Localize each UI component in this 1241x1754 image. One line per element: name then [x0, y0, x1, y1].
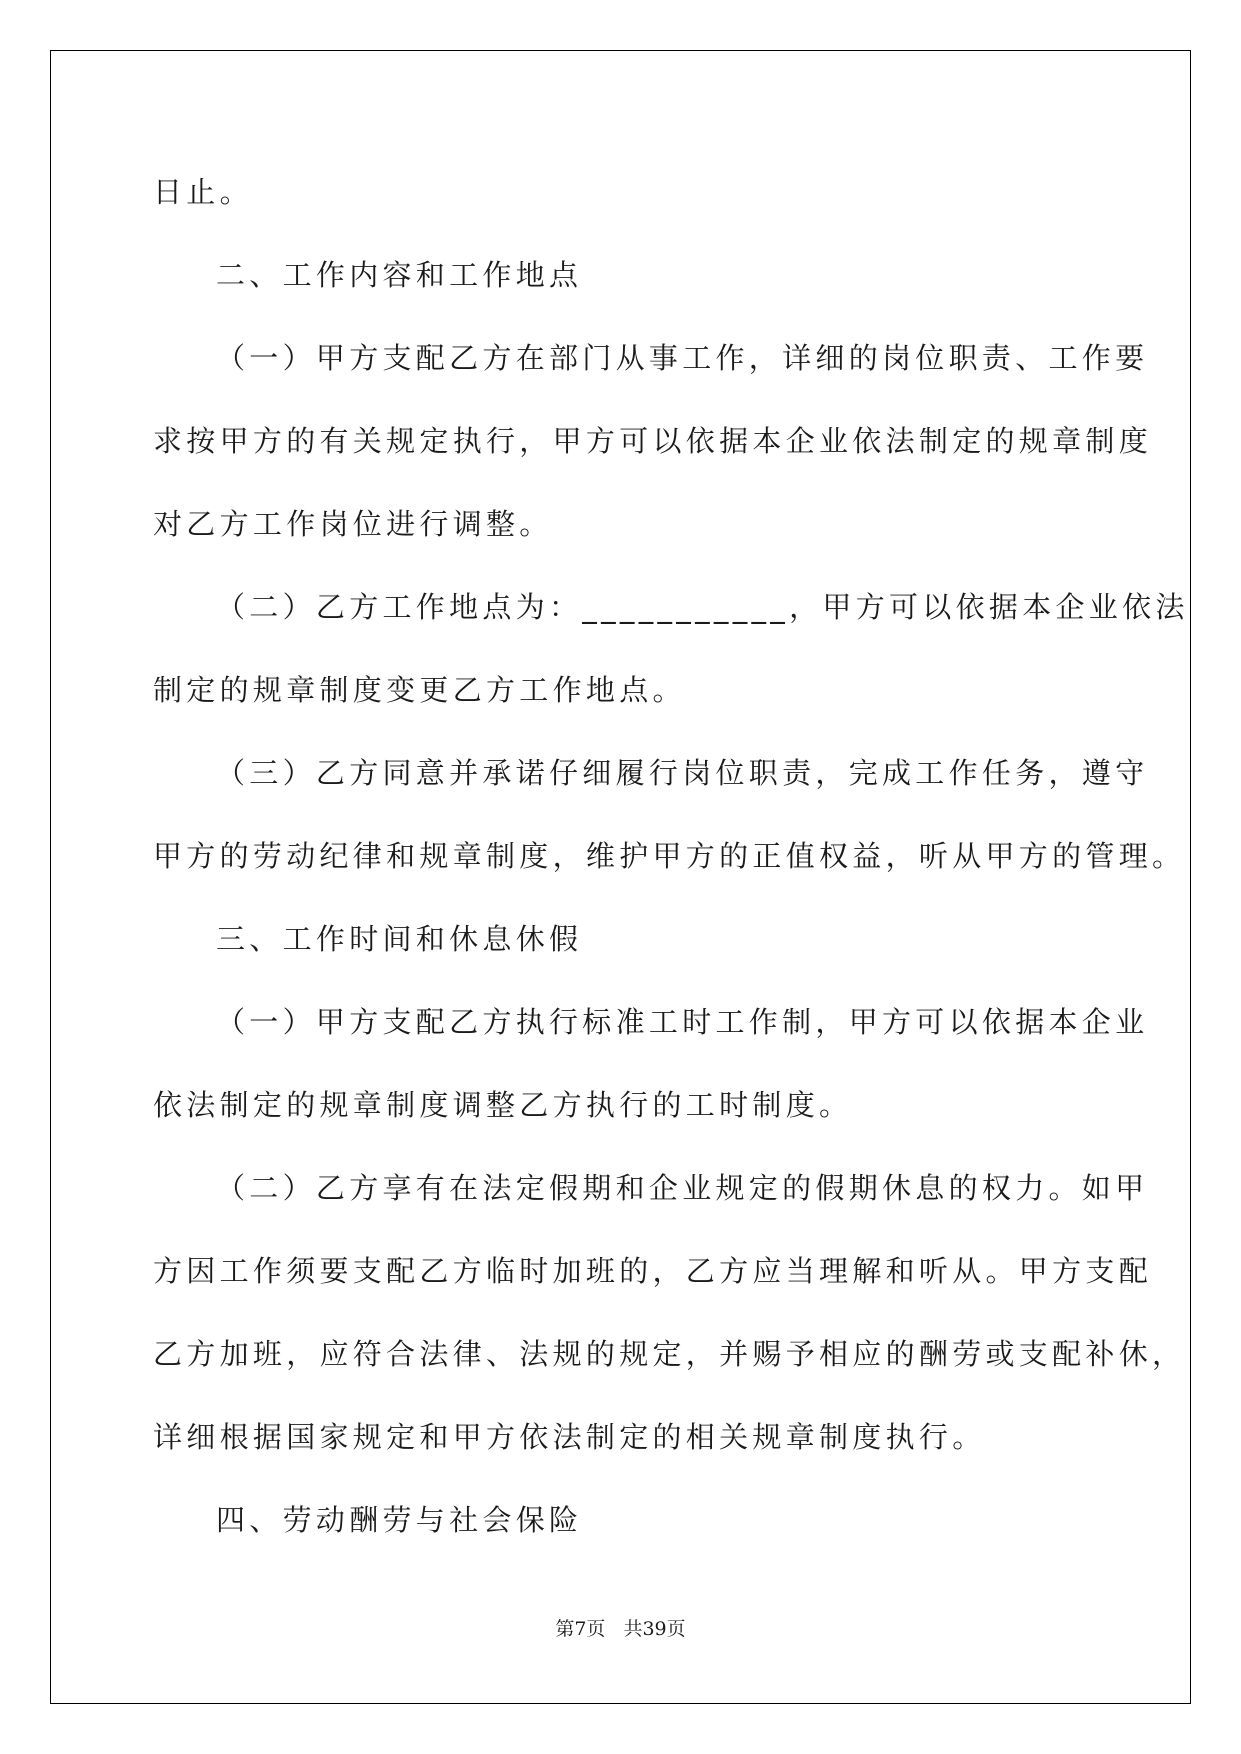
text-line: 日止。	[153, 175, 253, 209]
text-line: 求按甲方的有关规定执行，甲方可以依据本企业依法制定的规章制度	[153, 424, 1153, 458]
text-line: 依法制定的规章制度调整乙方执行的工时制度。	[153, 1088, 853, 1122]
text-line: 详细根据国家规定和甲方依法制定的相关规章制度执行。	[153, 1420, 986, 1454]
text-line: 甲方的劳动纪律和规章制度，维护甲方的正值权益，听从甲方的管理。	[153, 839, 1186, 873]
text-line: （三）乙方同意并承诺仔细履行岗位职责，完成工作任务，遵守	[216, 756, 1149, 790]
page-number-footer	[0, 1617, 1241, 1641]
section-heading: 三、工作时间和休息休假	[216, 922, 583, 956]
text-line: 对乙方工作岗位进行调整。	[153, 507, 553, 541]
current-page-number: 第7页	[555, 1618, 606, 1640]
total-page-count: 共39页	[623, 1618, 686, 1640]
text-line: （二）乙方工作地点为：___________，甲方可以依据本企业依法	[216, 590, 1189, 624]
section-heading: 二、工作内容和工作地点	[216, 258, 583, 292]
section-heading: 四、劳动酬劳与社会保险	[216, 1503, 583, 1537]
text-line: 乙方加班，应符合法律、法规的规定，并赐予相应的酬劳或支配补休，	[153, 1337, 1186, 1371]
text-line: （二）乙方享有在法定假期和企业规定的假期休息的权力。如甲	[216, 1171, 1149, 1205]
text-line: （一）甲方支配乙方在部门从事工作，详细的岗位职责、工作要	[216, 341, 1149, 375]
text-line: （一）甲方支配乙方执行标准工时工作制，甲方可以依据本企业	[216, 1005, 1149, 1039]
text-line: 方因工作须要支配乙方临时加班的，乙方应当理解和听从。甲方支配	[153, 1254, 1153, 1288]
text-line: 制定的规章制度变更乙方工作地点。	[153, 673, 686, 707]
